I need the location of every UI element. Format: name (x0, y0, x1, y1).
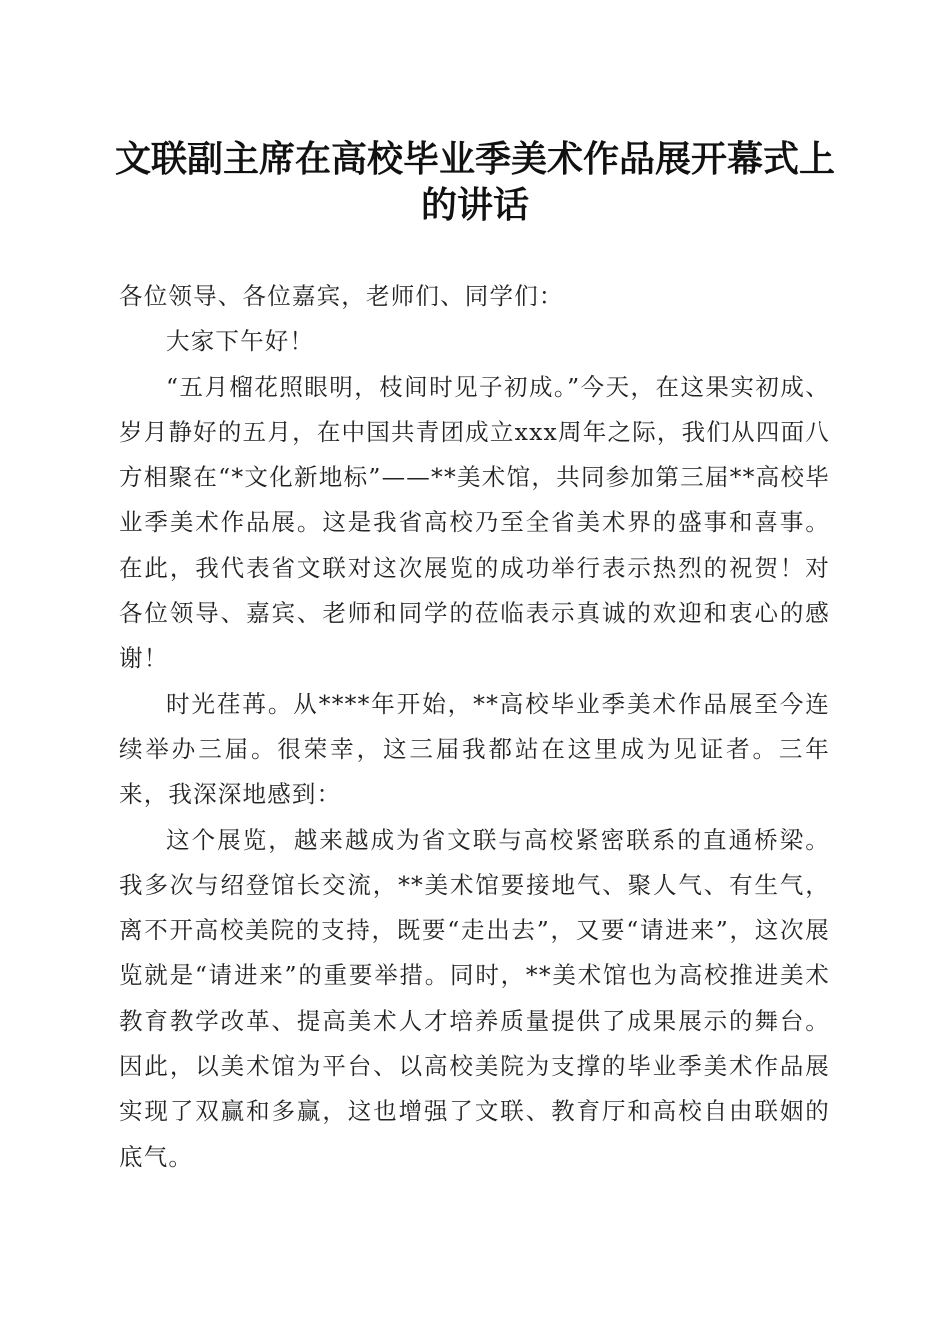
document-title: 文联副主席在高校毕业季美术作品展开幕式上的讲话 (114, 138, 835, 226)
body-paragraph: “五月榴花照眼明，枝间时见子初成。”今天，在这果实初成、岁月静好的五月，在中国共青团成立xxx周年之际，我们从四面八方相聚在“*文化新地标”——**美术馆，共同参加第三届**高校毕业季美术作品展。这是我省高校乃至全省美术界的盛事和喜事。在此，我代表省文联对这次展览的成功举行表示热烈的祝贺！对各位领导、嘉宾、老师和同学的莅临表示真诚的欢迎和衷心的感谢！ (119, 372, 830, 673)
body-paragraph: 这个展览，越来越成为省文联与高校紧密联系的直通桥梁。我多次与绍登馆长交流，**美术馆要接地气、聚人气、有生气，离不开高校美院的支持，既要“走出去”，又要“请进来”，这次展览就是“请进来”的重要举措。同时，**美术馆也为高校推进美术教育教学改革、提高美术人才培养质量提供了成果展示的舞台。因此，以美术馆为平台、以高校美院为支撑的毕业季美术作品展实现了双赢和多赢，这也增强了文联、教育厅和高校自由联姻的底气。 (119, 825, 830, 1171)
greeting-paragraph: 大家下午好！ (166, 327, 315, 356)
salutation-paragraph: 各位领导、各位嘉宾，老师们、同学们： (119, 282, 564, 310)
body-paragraph: 时光荏苒。从****年开始，**高校毕业季美术作品展至今连续举办三届。很荣幸，这三届我都站在这里成为见证者。三年来，我深深地感到： (119, 689, 830, 809)
document-body (119, 274, 830, 1180)
